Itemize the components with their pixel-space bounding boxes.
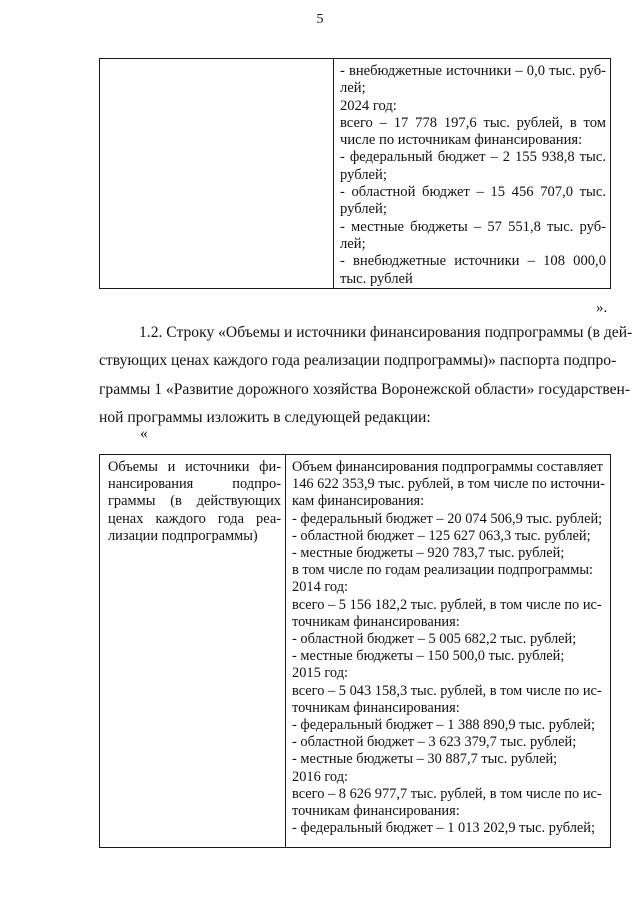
row-label-cell: [100, 455, 286, 848]
funding-details-cell: [334, 59, 611, 289]
label-line: нансирования подпро-: [108, 476, 281, 493]
text-line: - областной бюджет – 15 456 707,0 тыс.: [340, 184, 606, 201]
text-line: 2024 год:: [340, 97, 397, 114]
closing-quote: ».: [596, 300, 608, 316]
text-line: числе по источникам финансирования:: [340, 132, 583, 149]
text-line: - областной бюджет – 3 623 379,7 тыс. рублей;: [292, 734, 577, 751]
page-number: 5: [316, 12, 324, 27]
text-line: 2014 год:: [292, 579, 349, 596]
text-line: 2016 год:: [292, 768, 349, 785]
text-line: точникам финансирования:: [292, 699, 460, 716]
text-line: всего – 17 778 197,6 тыс. рублей, в том: [340, 114, 606, 131]
empty-label-cell: [100, 59, 334, 289]
table-row: [100, 59, 611, 289]
paragraph-line: 1.2. Строку «Объемы и источники финансирования подпрограммы (в дей-: [139, 324, 633, 341]
paragraph-line: граммы 1 «Развитие дорожного хозяйства Воронежской области» государствен-: [99, 380, 631, 398]
text-line: Объем финансирования подпрограммы составляет: [292, 459, 603, 475]
text-line: точникам финансирования:: [292, 803, 460, 820]
funding-table: [99, 454, 611, 848]
text-line: лей;: [340, 80, 366, 97]
text-line: - местные бюджеты – 57 551,8 тыс. руб-: [340, 218, 606, 235]
text-line: всего – 8 626 977,7 тыс. рублей, в том числе по ис-: [292, 785, 602, 802]
label-line: ценах каждого года реа-: [108, 510, 281, 527]
text-line: точникам финансирования:: [292, 613, 460, 630]
opening-quote: «: [140, 425, 148, 442]
label-line: граммы (в действующих: [108, 493, 281, 510]
text-line: - федеральный бюджет – 1 388 890,9 тыс. рублей;: [292, 717, 595, 734]
text-line: лей;: [340, 235, 366, 252]
funding-details-cell: [286, 455, 611, 848]
table-row: [100, 455, 611, 848]
text-line: всего – 5 043 158,3 тыс. рублей, в том числе по ис-: [292, 682, 602, 699]
paragraph-line: ной программы изложить в следующей редакции:: [99, 409, 431, 427]
amendment-paragraph: [99, 319, 633, 433]
paragraph-line: ствующих ценах каждого года реализации подпрограммы)» паспорта подпро-: [99, 352, 617, 370]
text-line: - федеральный бюджет – 2 155 938,8 тыс.: [340, 149, 606, 166]
text-line: 2015 год:: [292, 665, 349, 682]
funding-table-continued: [99, 58, 611, 289]
label-line: Объемы и источники фи-: [108, 459, 281, 475]
text-line: - внебюджетные источники – 0,0 тыс. руб-: [340, 63, 606, 79]
text-line: тыс. рублей: [340, 270, 413, 287]
text-line: - федеральный бюджет – 1 013 202,9 тыс. рублей;: [292, 820, 595, 837]
text-line: рублей;: [340, 166, 387, 183]
text-line: - местные бюджеты – 150 500,0 тыс. рублей;: [292, 648, 565, 665]
text-line: рублей;: [340, 201, 387, 218]
text-line: 146 622 353,9 тыс. рублей, в том числе по источни-: [292, 476, 605, 493]
text-line: кам финансирования:: [292, 493, 425, 510]
label-line: лизации подпрограммы): [108, 527, 258, 544]
text-line: - областной бюджет – 5 005 682,2 тыс. рублей;: [292, 631, 577, 648]
text-line: - областной бюджет – 125 627 063,3 тыс. рублей;: [292, 527, 591, 544]
text-line: - местные бюджеты – 30 887,7 тыс. рублей;: [292, 751, 558, 768]
text-line: - внебюджетные источники – 108 000,0: [340, 253, 606, 270]
text-line: всего – 5 156 182,2 тыс. рублей, в том числе по ис-: [292, 596, 602, 613]
text-line: - федеральный бюджет – 20 074 506,9 тыс. рублей;: [292, 510, 603, 527]
text-line: в том числе по годам реализации подпрограммы:: [292, 562, 594, 579]
text-line: - местные бюджеты – 920 783,7 тыс. рублей;: [292, 545, 565, 562]
